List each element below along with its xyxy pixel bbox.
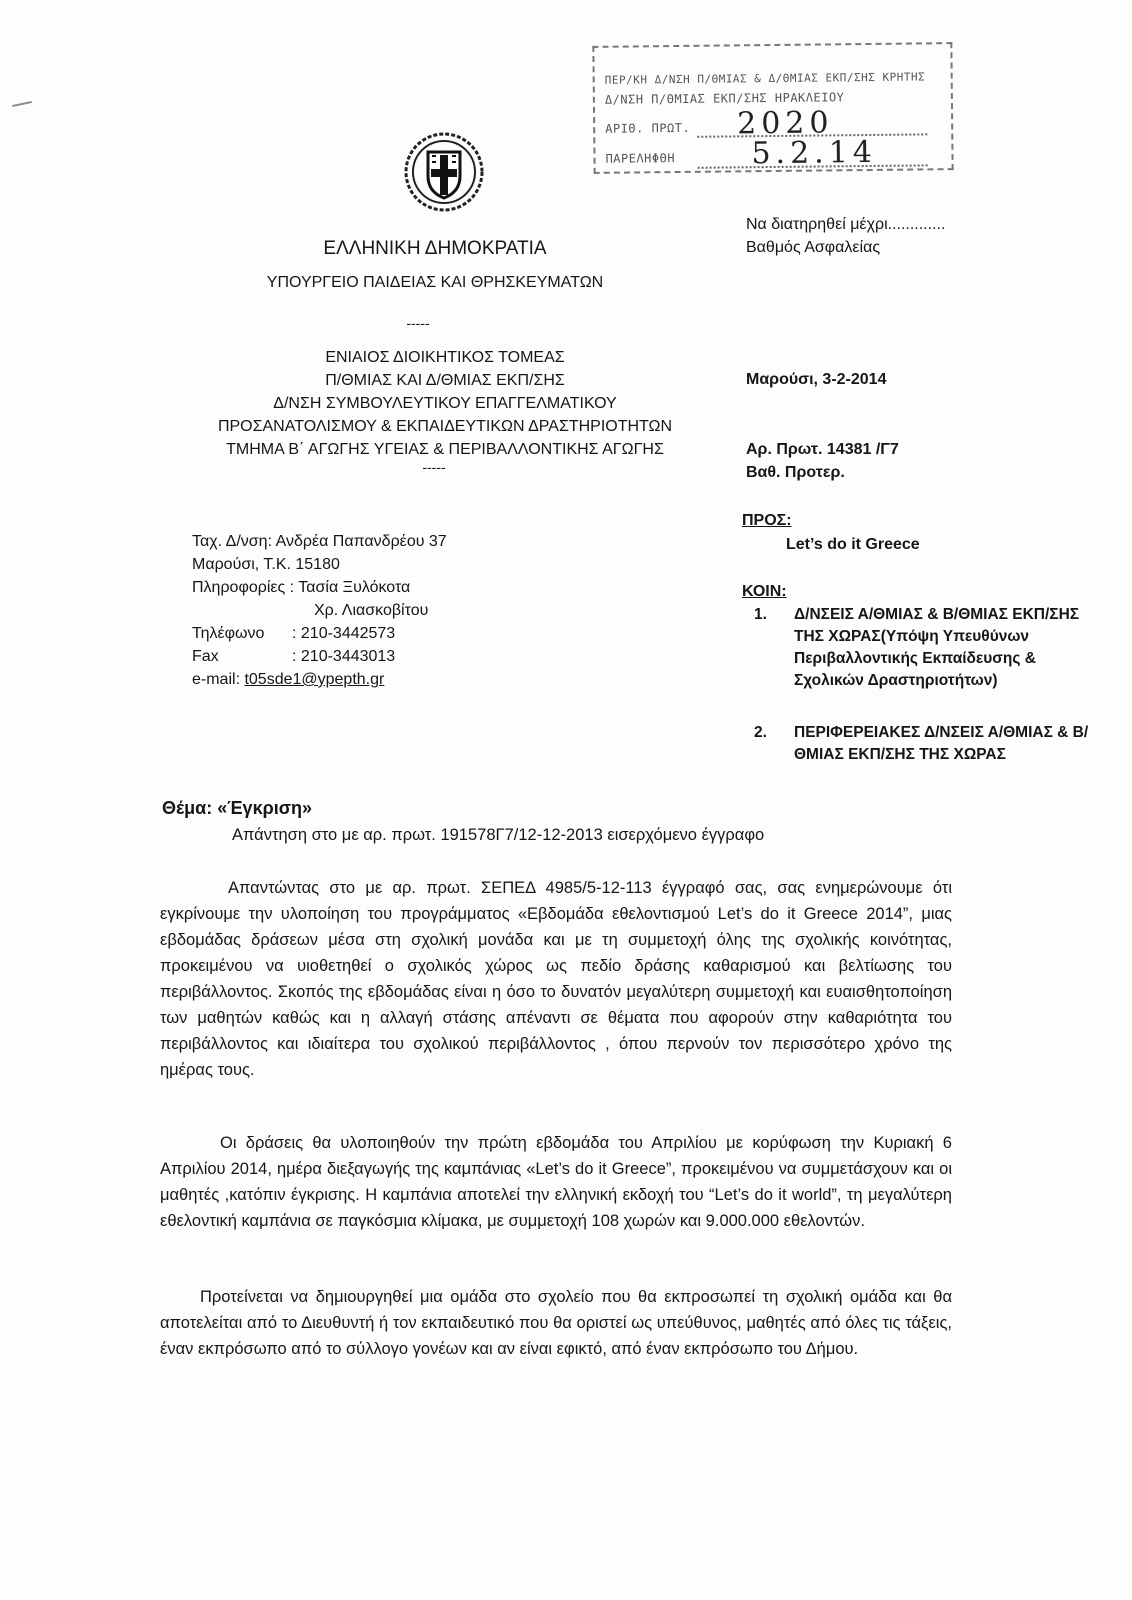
dash-top: ----- <box>406 315 430 331</box>
ministry-title: ΥΠΟΥΡΓΕΙΟ ΠΑΙΔΕΙΑΣ ΚΑΙ ΘΡΗΣΚΕΥΜΑΤΩΝ <box>266 274 604 291</box>
to-recipient: Let’s do it Greece <box>786 536 920 553</box>
contact-info: Πληροφορίες : Τασία Ξυλόκοτα <box>192 579 411 596</box>
unit-line: Π/ΘΜΙΑΣ ΚΑΙ Δ/ΘΜΙΑΣ ΕΚΠ/ΣΗΣ <box>325 372 565 389</box>
cc-item <box>754 722 1094 766</box>
contact-email-row <box>192 668 447 691</box>
body-paragraph: Οι δράσεις θα υλοποιηθούν την πρώτη εβδομάδα του Απριλίου με κορύφωση την Κυριακή 6 Απριλίου 2014, ημέρα διεξαγωγής της καμπάνιας «Let’s do it Greece”, προκειμένου να συμμετάσχουν και οι μαθητές ,κατόπιν έγκρισης. Η καμπάνια αποτελεί την ελληνική εκδοχή του “Let’s do it world”, τη μεγαλύτερη εθελοντική καμπάνια σε παγκόσμια κλίμακα, με συμμετοχή 108 χωρών και 9.000.000 εθελοντών. <box>160 1134 952 1230</box>
cc-item-text: Δ/ΝΣΕΙΣ Α/ΘΜΙΑΣ & Β/ΘΜΙΑΣ ΕΚΠ/ΣΗΣ ΤΗΣ ΧΩΡΑΣ(Υπόψη Υπευθύνων Περιβαλλοντικής Εκπαίδευσης & Σχολικών Δραστηριοτήτων) <box>794 606 1080 689</box>
stamp-line-1: ΠΕΡ/ΚΗ Δ/ΝΣΗ Π/ΘΜΙΑΣ & Δ/ΘΜΙΑΣ ΕΚΠ/ΣΗΣ ΚΡΗΤΗΣ <box>604 70 926 87</box>
stamp-line-2: Δ/ΝΣΗ Π/ΘΜΙΑΣ ΕΚΠ/ΣΗΣ ΗΡΑΚΛΕΙΟΥ <box>604 90 845 107</box>
unit-line: ΤΜΗΜΑ Β΄ ΑΓΩΓΗΣ ΥΓΕΙΑΣ & ΠΕΡΙΒΑΛΛΟΝΤΙΚΗΣ ΑΓΩΓΗΣ <box>226 441 664 458</box>
cc-item-number: 1. <box>754 606 767 623</box>
stamp-protocol-number: 2020 <box>736 105 834 142</box>
cc-label: ΚΟΙΝ: <box>742 583 787 600</box>
body-text <box>160 1284 952 1362</box>
protocol-number: Αρ. Πρωτ. 14381 /Γ7 <box>746 441 899 458</box>
cc-item-number: 2. <box>754 724 767 741</box>
to-label: ΠΡΟΣ: <box>742 512 792 529</box>
security-level: Βαθμός Ασφαλείας <box>746 239 881 256</box>
unit-line: ΠΡΟΣΑΝΑΤΟΛΙΣΜΟΥ & ΕΚΠΑΙΔΕΥΤΙΚΩΝ ΔΡΑΣΤΗΡΙΟΤΗΤΩΝ <box>217 418 673 435</box>
place-date: Μαρούσι, 3-2-2014 <box>746 371 887 388</box>
cc-item-text: ΠΕΡΙΦΕΡΕΙΑΚΕΣ Δ/ΝΣΕΙΣ Α/ΘΜΙΑΣ & Β/ΘΜΙΑΣ ΕΚΠ/ΣΗΣ ΤΗΣ ΧΩΡΑΣ <box>794 724 1089 763</box>
cc-item <box>754 604 1094 692</box>
unit-line: ΕΝΙΑΙΟΣ ΔΙΟΙΚΗΤΙΚΟΣ ΤΟΜΕΑΣ <box>325 349 565 366</box>
subject-label: Θέμα: «Έγκριση» <box>162 798 313 818</box>
body-text <box>160 875 952 1083</box>
stamp-protocol-label: ΑΡΙΘ. ΠΡΩΤ. <box>605 120 691 136</box>
phone-label: Τηλέφωνο <box>192 625 265 642</box>
received-stamp <box>592 42 953 174</box>
body-text <box>160 1130 952 1234</box>
body-paragraph: Προτείνεται να δημιουργηθεί μια ομάδα στο σχολείο που θα εκπροσωπεί τη σχολική ομάδα και θα αποτελείται από το Διευθυντή ή τον εκπαιδευτικό που θα οριστεί ως υπεύθυνος, μαθητές από όλες τις τάξεις, έναν εκπρόσωπο από το σύλλογο γονέων και αν είναι εφικτό, από έναν εκπρόσωπο του Δήμου. <box>160 1288 952 1358</box>
fax-label: Fax <box>192 648 219 665</box>
contact-info-2: Χρ. Λιασκοβίτου <box>314 602 429 619</box>
contact-phone-row <box>192 622 447 645</box>
phone-value: : 210-3442573 <box>292 625 396 642</box>
retention-note: Να διατηρηθεί μέχρι............. <box>746 216 946 233</box>
email-link[interactable]: t05sde1@ypepth.gr <box>244 671 385 688</box>
republic-title: ΕΛΛΗΝΙΚΗ ΔΗΜΟΚΡΑΤΙΑ <box>323 238 547 259</box>
fax-value: : 210-3443013 <box>292 648 396 665</box>
coat-of-arms-icon <box>402 130 486 214</box>
subject-line: Απάντηση στο με αρ. πρωτ. 191578Γ7/12-12-2013 εισερχόμενο έγγραφο <box>232 826 765 844</box>
unit-line: Δ/ΝΣΗ ΣΥΜΒΟΥΛΕΥΤΙΚΟΥ ΕΠΑΓΓΕΛΜΑΤΙΚΟΥ <box>273 395 617 412</box>
contact-fax-row <box>192 645 447 668</box>
stamp-receipt-date: 5.2.14 <box>751 134 878 172</box>
stamp-receipt-label: ΠΑΡΕΛΗΦΘΗ <box>605 151 676 166</box>
email-label: e-mail: <box>192 671 245 688</box>
priority: Βαθ. Προτερ. <box>746 464 845 481</box>
contact-city: Μαρούσι, Τ.Κ. 15180 <box>192 556 340 573</box>
dash-bottom: ----- <box>422 459 446 475</box>
contact-address: Ταχ. Δ/νση: Ανδρέα Παπανδρέου 37 <box>192 533 447 550</box>
scan-mark <box>12 101 32 107</box>
unit-block <box>160 346 730 461</box>
body-paragraph: Απαντώντας στο με αρ. πρωτ. ΣΕΠΕΔ 4985/5-12-113 έγγραφό σας, σας ενημερώνουμε ότι εγκρίνουμε την υλοποίηση του προγράμματος «Εβδομάδα εθελοντισμού Let’s do it Greece 2014”, μιας εβδομάδας δράσεων μέσα στη σχολική μονάδα και με τη συμμετοχή όλης της σχολικής κοινότητας, προκειμένου να υιοθετηθεί ο σχολικός χώρος ως πεδίο δράσης καθαρισμού και βελτίωσης του περιβάλλοντος. Σκοπός της εβδομάδας είναι η όσο το δυνατόν μεγαλύτερη συμμετοχή και ευαισθητοποίηση των μαθητών καθώς και η αλλαγή στάσης απέναντι σε θέματα που αφορούν στην καθαριότητα του περιβάλλοντος και ιδιαίτερα του σχολικού περιβάλλοντος , όπου περνούν τον περισσότερο χρόνο της ημέρας τους. <box>160 879 952 1079</box>
contact-block <box>192 530 447 691</box>
